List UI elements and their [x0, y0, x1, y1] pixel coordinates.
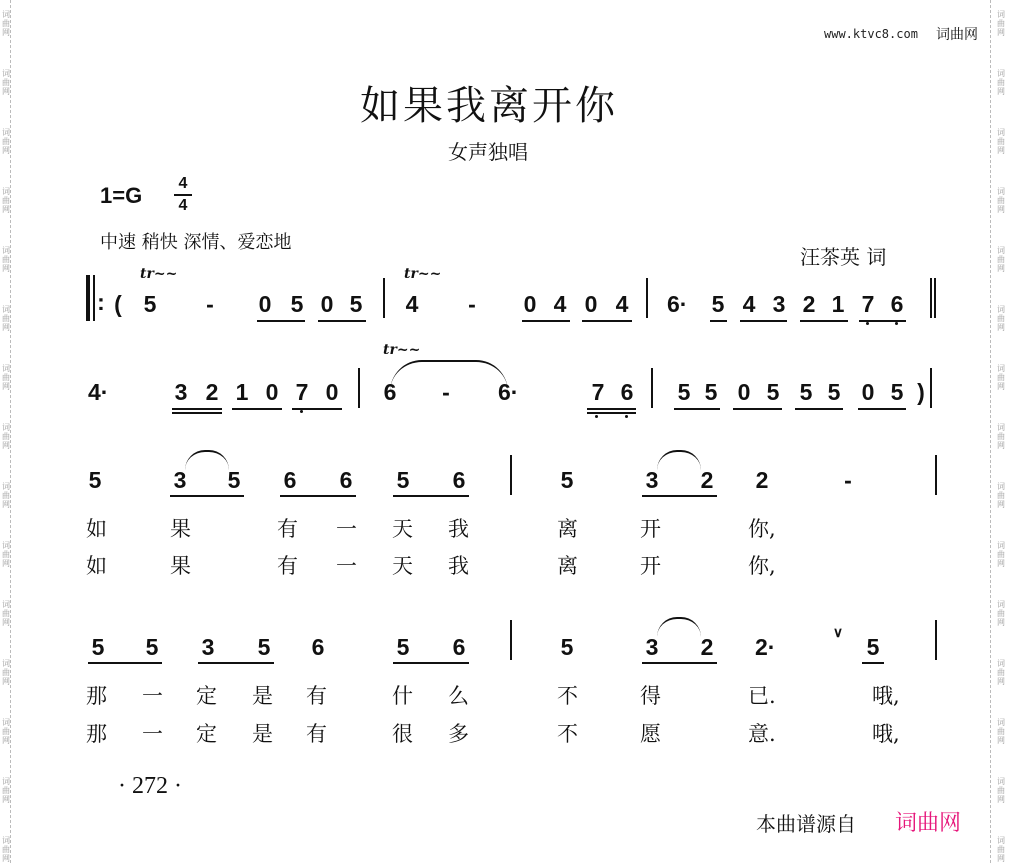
note: 6: [452, 467, 466, 493]
note: 5: [396, 634, 410, 660]
note: 2·: [755, 634, 776, 660]
note: 6: [339, 467, 353, 493]
barline: [510, 455, 512, 495]
side-watermark-text: 词 曲 网: [2, 541, 10, 568]
note: 0: [258, 291, 272, 317]
note: 5: [290, 291, 304, 317]
lyric: 离: [557, 554, 578, 578]
lyric: 是: [252, 684, 273, 708]
note: 5: [143, 291, 157, 317]
side-watermark-text: 词 曲 网: [997, 246, 1005, 273]
tie-arc: [657, 617, 701, 637]
song-subtitle: 女声独唱: [448, 140, 528, 164]
note: 6·: [498, 379, 519, 405]
note: 6: [452, 634, 466, 660]
lyric: 开: [640, 517, 661, 541]
barline: [86, 275, 90, 321]
note: 5: [396, 467, 410, 493]
note: 3: [772, 291, 786, 317]
time-signature-bottom: 4: [178, 197, 188, 214]
lyric: 有: [306, 722, 327, 746]
barline: [510, 620, 512, 660]
note: 5: [711, 291, 725, 317]
octave-dot: [895, 322, 898, 325]
note: 6: [890, 291, 904, 317]
note: 2: [700, 467, 714, 493]
tempo-marking: 中速 稍快 深情、爱恋地: [100, 232, 292, 253]
side-watermark-text: 词 曲 网: [997, 128, 1005, 155]
note: 5: [799, 379, 813, 405]
note: 0: [523, 291, 537, 317]
side-watermark-text: 词 曲 网: [997, 659, 1005, 686]
paren-open: (: [114, 291, 122, 317]
lyric: 哦,: [872, 722, 900, 746]
note: 2: [700, 634, 714, 660]
beam: [318, 320, 366, 322]
beam: [642, 662, 717, 664]
side-watermark-text: 词 曲 网: [2, 423, 10, 450]
key-signature: 1=G: [100, 183, 143, 208]
lyric: 一: [336, 554, 357, 578]
lyric: 得: [640, 684, 661, 708]
barline: [930, 368, 932, 408]
beam: [587, 408, 636, 410]
note: 1: [235, 379, 249, 405]
note: 3: [645, 467, 659, 493]
lyric: 有: [277, 517, 298, 541]
side-watermark-text: 词 曲 网: [997, 777, 1005, 804]
note: 0: [737, 379, 751, 405]
side-watermark-text: 词 曲 网: [2, 69, 10, 96]
side-watermark-text: 词 曲 网: [997, 600, 1005, 627]
note: -: [206, 291, 214, 317]
lyric: 定: [196, 722, 217, 746]
side-watermark-text: 词 曲 网: [2, 836, 10, 863]
side-watermark-text: 词 曲 网: [2, 187, 10, 214]
beam: [674, 408, 720, 410]
lyric: 果: [170, 554, 191, 578]
barline: [651, 368, 653, 408]
side-watermark-text: 词 曲 网: [2, 246, 10, 273]
side-watermark-text: 词 曲 网: [997, 482, 1005, 509]
tie-arc: [185, 450, 229, 470]
beam: [733, 408, 782, 410]
lyric: 定: [196, 684, 217, 708]
note: 6: [383, 379, 397, 405]
side-watermark-text: 词 曲 网: [997, 69, 1005, 96]
note: 3: [201, 634, 215, 660]
barline: [935, 455, 937, 495]
octave-dot: [866, 322, 869, 325]
side-watermark-text: 词 曲 网: [2, 659, 10, 686]
lyric: 离: [557, 517, 578, 541]
note: 5: [677, 379, 691, 405]
note: 5: [766, 379, 780, 405]
note: 4: [615, 291, 629, 317]
note: 5: [349, 291, 363, 317]
time-signature: [174, 175, 192, 215]
octave-dot: [625, 415, 628, 418]
beam: [587, 412, 636, 414]
lyricist-credit: 汪茶英 词: [800, 245, 887, 269]
lyric: 是: [252, 722, 273, 746]
beam: [393, 662, 469, 664]
trill-mark: tr~~: [383, 342, 421, 358]
side-watermark-text: 词 曲 网: [2, 777, 10, 804]
paren-close: ): [917, 379, 925, 405]
note: 5: [560, 634, 574, 660]
note: 3: [173, 467, 187, 493]
repeat-dots: :: [97, 289, 105, 315]
side-watermark-text: 词 曲 网: [2, 600, 10, 627]
note: 7: [861, 291, 875, 317]
lyric: 开: [640, 554, 661, 578]
note: 5: [827, 379, 841, 405]
lyric: 果: [170, 517, 191, 541]
beam: [170, 495, 244, 497]
note: 5: [91, 634, 105, 660]
side-watermark-text: 词 曲 网: [997, 10, 1005, 37]
side-watermark-text: 词 曲 网: [2, 364, 10, 391]
note: 5: [145, 634, 159, 660]
note: -: [468, 291, 476, 317]
note: 2: [802, 291, 816, 317]
note: 5: [890, 379, 904, 405]
beam: [582, 320, 632, 322]
note: 0: [265, 379, 279, 405]
lyric: 如: [86, 517, 107, 541]
beam: [198, 662, 274, 664]
beam: [642, 495, 717, 497]
source-site-link[interactable]: 词曲网: [895, 811, 962, 836]
note: 4: [405, 291, 419, 317]
site-name: 词曲网: [936, 27, 978, 43]
beam: [232, 408, 282, 410]
barline: [383, 278, 385, 318]
note: 7: [295, 379, 309, 405]
note: 2: [205, 379, 219, 405]
side-watermark-text: 词 曲 网: [997, 305, 1005, 332]
note: 0: [325, 379, 339, 405]
side-watermark-text: 词 曲 网: [2, 718, 10, 745]
lyric: 多: [448, 722, 469, 746]
octave-dot: [300, 410, 303, 413]
side-watermark-text: 词 曲 网: [997, 423, 1005, 450]
beam: [862, 662, 884, 664]
note: 4: [742, 291, 756, 317]
tie-arc: [657, 450, 701, 470]
side-watermark-text: 词 曲 网: [997, 836, 1005, 863]
lyric: 那: [86, 722, 107, 746]
note: 0: [861, 379, 875, 405]
note: 0: [584, 291, 598, 317]
lyric: 如: [86, 554, 107, 578]
side-watermark-text: 词 曲 网: [997, 541, 1005, 568]
time-signature-top: 4: [178, 175, 188, 192]
beam: [858, 408, 906, 410]
note: -: [844, 467, 852, 493]
beam: [280, 495, 356, 497]
lyric: 那: [86, 684, 107, 708]
beam: [88, 662, 162, 664]
page-number: · 272 ·: [118, 773, 182, 799]
lyric: 有: [306, 684, 327, 708]
note: 7: [591, 379, 605, 405]
beam: [800, 320, 848, 322]
beam: [522, 320, 570, 322]
note: 5: [560, 467, 574, 493]
beam: [710, 320, 727, 322]
lyric: 么: [448, 684, 469, 708]
lyric: 你,: [748, 554, 776, 578]
note: 6: [311, 634, 325, 660]
beam: [172, 408, 222, 410]
side-watermark-text: 词 曲 网: [997, 364, 1005, 391]
note: 0: [320, 291, 334, 317]
side-watermark-text: 词 曲 网: [997, 187, 1005, 214]
lyric: 一: [336, 517, 357, 541]
lyric: 愿: [640, 722, 661, 746]
note: 6: [283, 467, 297, 493]
slur-arc: [390, 360, 508, 392]
barline: [930, 278, 932, 318]
lyric: 我: [448, 517, 469, 541]
note: 5: [866, 634, 880, 660]
lyric: 天: [392, 554, 413, 578]
lyric: 不: [557, 684, 578, 708]
side-watermark-text: 词 曲 网: [2, 10, 10, 37]
beam: [795, 408, 843, 410]
lyric: 很: [392, 722, 413, 746]
lyric: 你,: [748, 517, 776, 541]
site-url: www.ktvc8.com: [824, 27, 918, 41]
barline: [93, 275, 95, 321]
lyric: 已.: [748, 684, 776, 708]
side-watermark-text: 词 曲 网: [2, 128, 10, 155]
lyric: 一: [142, 722, 163, 746]
lyric: 天: [392, 517, 413, 541]
lyric: 哦,: [872, 684, 900, 708]
side-watermark-text: 词 曲 网: [2, 482, 10, 509]
note: -: [442, 379, 450, 405]
side-watermark-text: 词 曲 网: [997, 718, 1005, 745]
note: 2: [755, 467, 769, 493]
note: 6: [620, 379, 634, 405]
lyric: 意.: [748, 722, 776, 746]
beam: [257, 320, 305, 322]
side-watermark-text: 词 曲 网: [2, 305, 10, 332]
lyric: 我: [448, 554, 469, 578]
octave-dot: [595, 415, 598, 418]
barline: [935, 620, 937, 660]
note: 4: [553, 291, 567, 317]
trill-mark: tr~~: [140, 266, 178, 282]
beam: [172, 412, 222, 414]
beam: [740, 320, 787, 322]
note: 5: [88, 467, 102, 493]
note: 3: [645, 634, 659, 660]
barline: [646, 278, 648, 318]
note: 6·: [667, 291, 688, 317]
note: 3: [174, 379, 188, 405]
source-label: 本曲谱源自: [756, 812, 856, 836]
barline: [358, 368, 360, 408]
lyric: 什: [392, 684, 413, 708]
lyric: 有: [277, 554, 298, 578]
trill-mark: tr~~: [404, 266, 442, 282]
beam: [393, 495, 469, 497]
note: 5: [704, 379, 718, 405]
song-title: 如果我离开你: [360, 83, 618, 129]
lyric: 一: [142, 684, 163, 708]
barline: [934, 278, 936, 318]
lyric: 不: [557, 722, 578, 746]
note: 5: [257, 634, 271, 660]
note: 1: [831, 291, 845, 317]
note: 5: [227, 467, 241, 493]
breath-mark: ∨: [832, 624, 844, 640]
note: 4·: [88, 379, 109, 405]
